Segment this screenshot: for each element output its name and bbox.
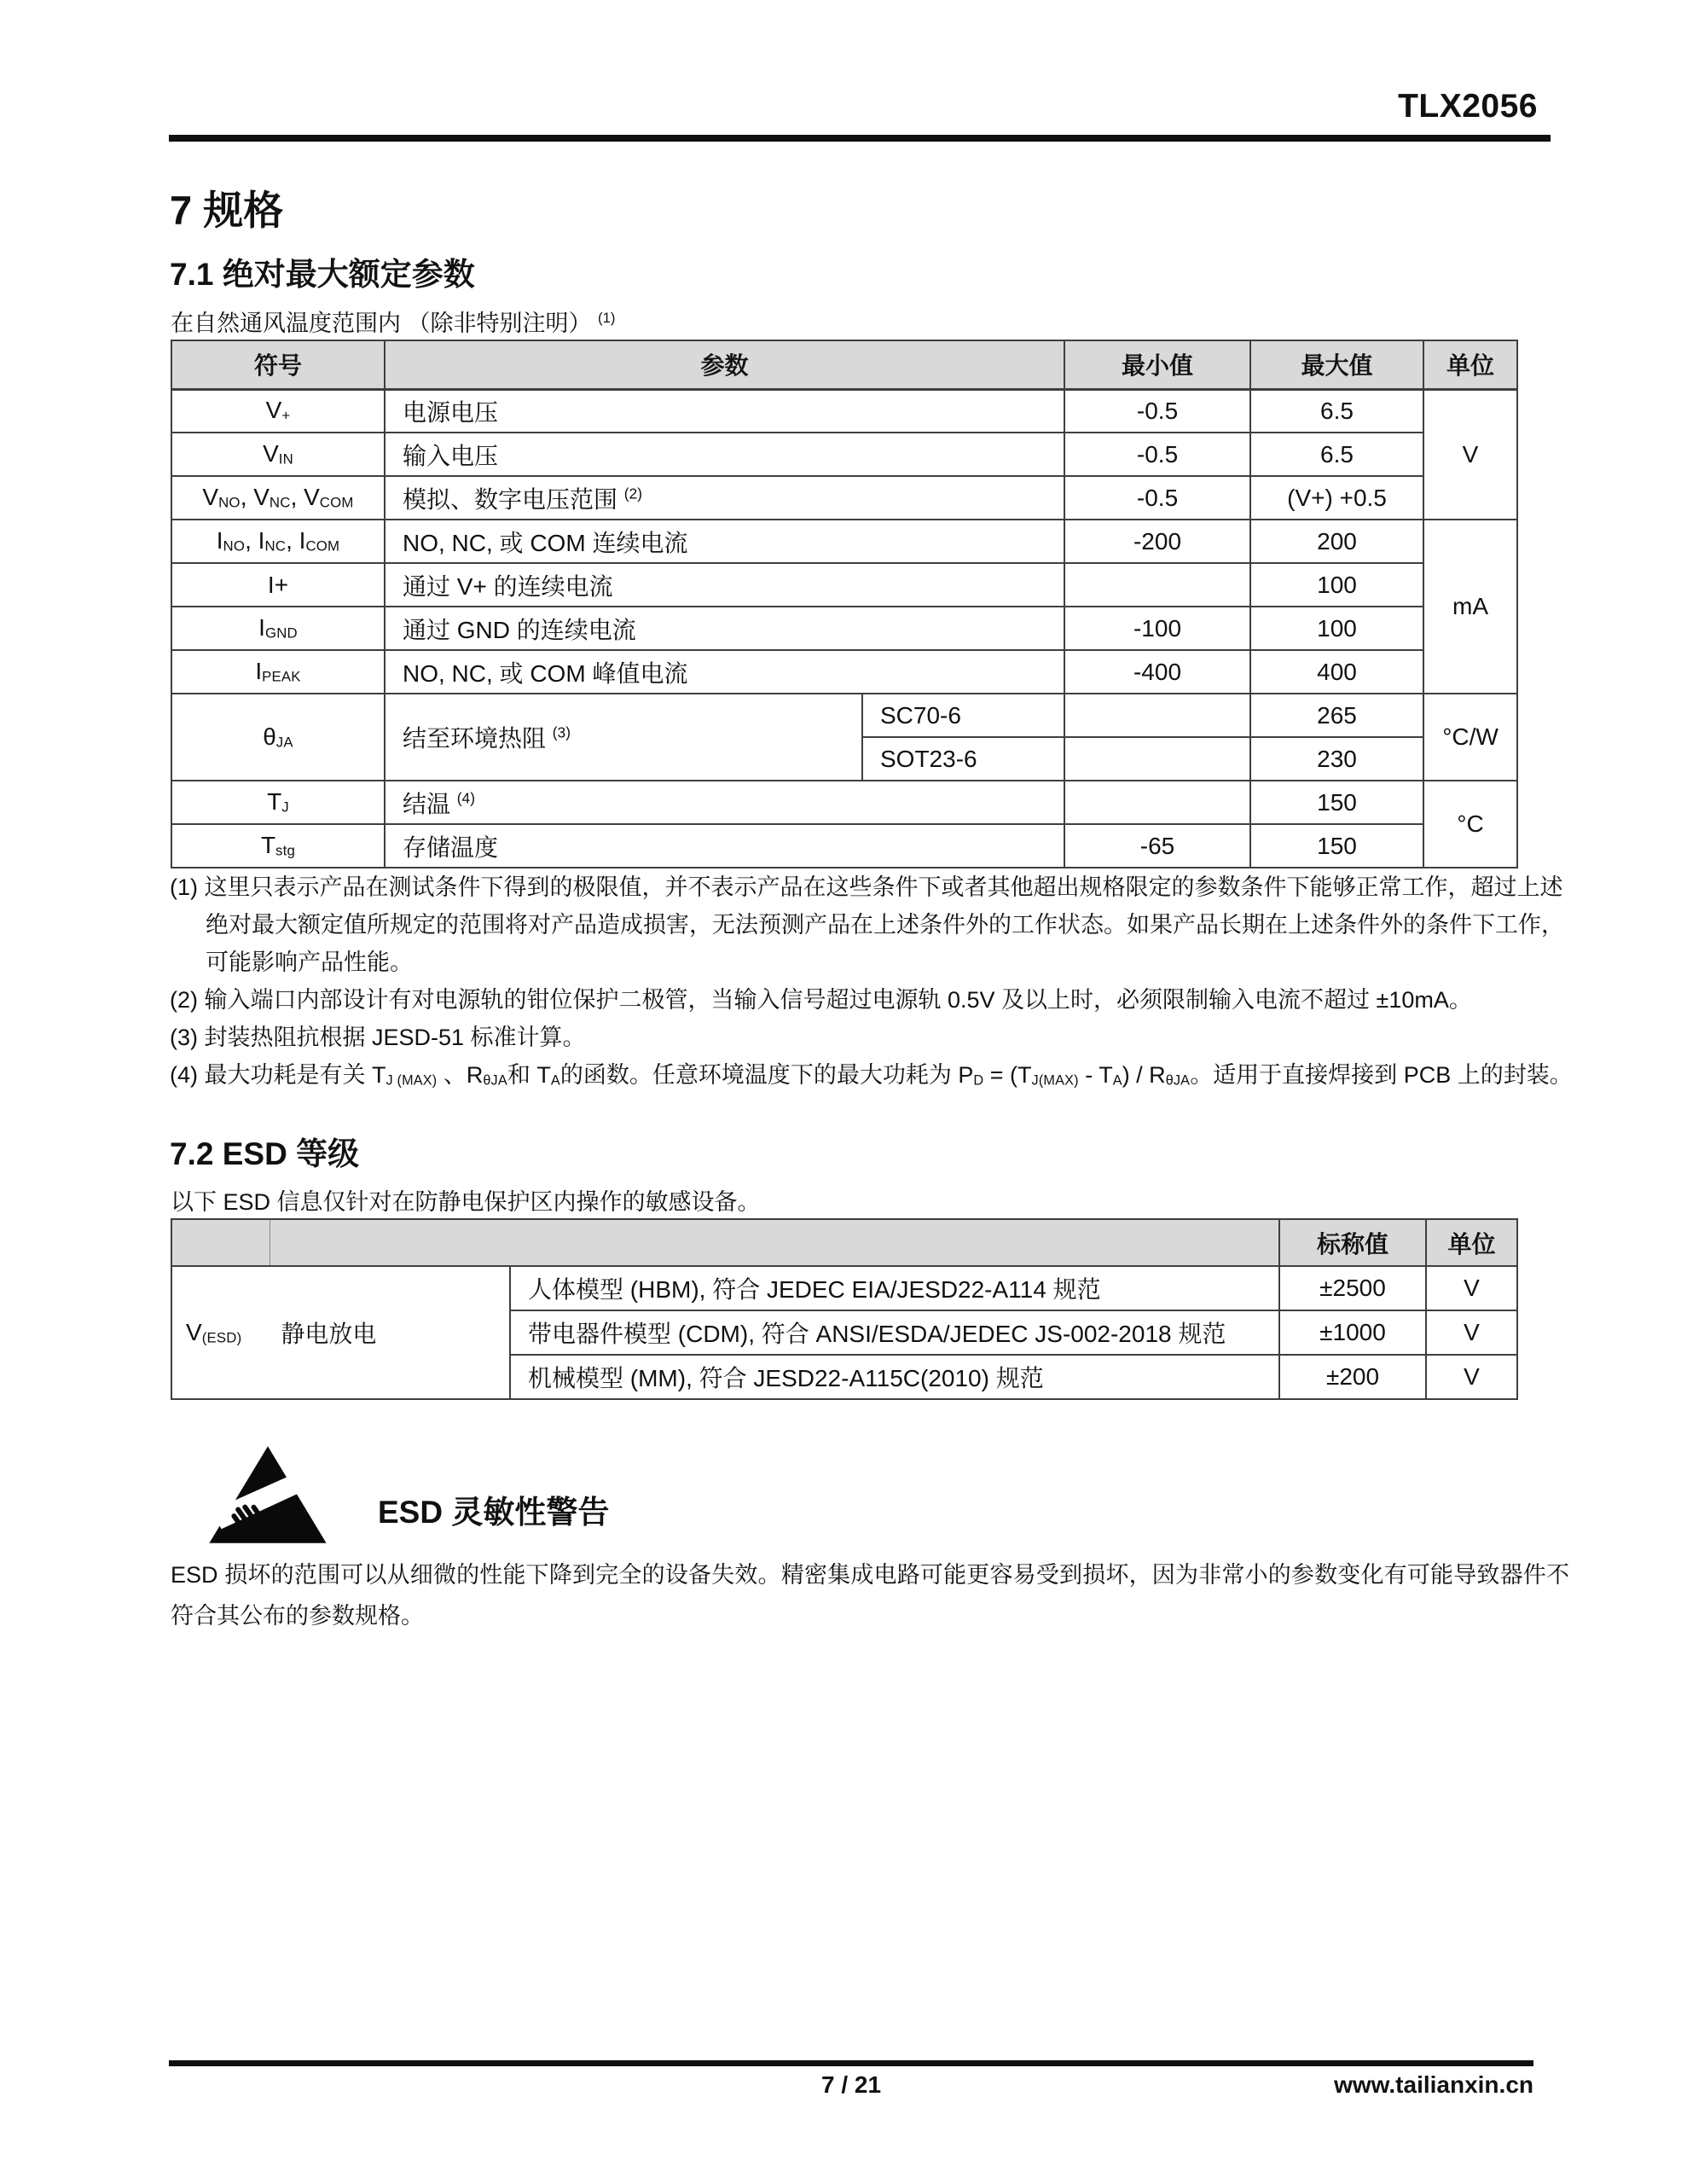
table-row (171, 433, 1517, 476)
footnote-4: (4) 最大功耗是有关 TJ (MAX) 、RθJA和 TA的函数。任意环境温度下的最大功耗为 PD = (TJ(MAX) - TA) / RθJA。适用于直接焊接到 PCB 上的封装。 (170, 1062, 1573, 1089)
header-parameter: 参数 (385, 340, 1064, 389)
esd-header-blank-b (270, 1219, 1279, 1266)
footnote-2: (2) 输入端口内部设计有对电源轨的钳位保护二极管，当输入信号超过电源轨 0.5V 及以上时，必须限制输入电流不超过 ±10mA。 (170, 987, 1472, 1013)
section-7-title: 7 规格 (170, 188, 284, 233)
min-cell: -65 (1064, 824, 1250, 868)
symbol-cell: INO, INC, ICOM (171, 520, 385, 563)
unit-cell: °C/W (1423, 694, 1517, 781)
table-row (171, 389, 1517, 433)
esd-model-cell: 人体模型 (HBM), 符合 JEDEC EIA/JESD22-A114 规范 (510, 1266, 1279, 1310)
parameter-cell: 通过 GND 的连续电流 (385, 607, 1064, 650)
abs-max-table (171, 340, 1518, 868)
parameter-cell: 结温 $^{(4)}$ (385, 781, 1064, 824)
max-cell: 230 (1250, 737, 1423, 781)
package-cell: SC70-6 (862, 694, 1064, 737)
parameter-cell: NO, NC, 或 COM 峰值电流 (385, 650, 1064, 694)
header-max: 最大值 (1250, 340, 1423, 389)
footer-rule (169, 2060, 1533, 2066)
symbol-cell: TJ (171, 781, 385, 824)
min-cell (1064, 563, 1250, 607)
min-cell: -100 (1064, 607, 1250, 650)
parameter-cell: 模拟、数字电压范围 $^{(2)}$ (385, 476, 1064, 520)
esd-nominal-cell: ±200 (1279, 1355, 1426, 1399)
symbol-cell: I+ (171, 563, 385, 607)
symbol-cell: Tstg (171, 824, 385, 868)
table-row (171, 563, 1517, 607)
esd-warning-title: ESD 灵敏性警告 (378, 1495, 610, 1530)
esd-nominal-cell: ±2500 (1279, 1266, 1426, 1310)
esd-header-unit: 单位 (1426, 1219, 1517, 1266)
max-cell: 150 (1250, 824, 1423, 868)
unit-cell: V (1423, 389, 1517, 520)
symbol-cell: V+ (171, 389, 385, 433)
min-cell (1064, 694, 1250, 737)
unit-cell: °C (1423, 781, 1517, 868)
table-row (171, 476, 1517, 520)
parameter-cell: 通过 V+ 的连续电流 (385, 563, 1064, 607)
parameter-cell: 电源电压 (385, 389, 1064, 433)
header-symbol: 符号 (171, 340, 385, 389)
page-number: 7 / 21 (820, 2071, 882, 2098)
table-row (171, 781, 1517, 824)
min-cell: -0.5 (1064, 476, 1250, 520)
footnotes (170, 868, 1573, 1099)
symbol-cell: VIN (171, 433, 385, 476)
esd-intro: 以下 ESD 信息仅针对在防静电保护区内操作的敏感设备。 (171, 1189, 761, 1215)
max-cell: 100 (1250, 563, 1423, 607)
esd-header-row (171, 1219, 1517, 1266)
min-cell: -400 (1064, 650, 1250, 694)
esd-symbol-label: 静电放电 (281, 1321, 377, 1347)
esd-model-cell: 带电器件模型 (CDM), 符合 ANSI/ESDA/JEDEC JS-002-2018 规范 (510, 1310, 1279, 1355)
header-unit: 单位 (1423, 340, 1517, 389)
symbol-cell: θJA (171, 694, 385, 781)
esd-symbol-cell (171, 1266, 510, 1399)
esd-unit-cell: V (1426, 1355, 1517, 1399)
esd-unit-cell: V (1426, 1266, 1517, 1310)
esd-nominal-cell: ±1000 (1279, 1310, 1426, 1355)
footnote-3: (3) 封装热阻抗根据 JESD-51 标准计算。 (170, 1025, 586, 1050)
parameter-cell: 结至环境热阻 $^{(3)}$ (385, 694, 862, 781)
unit-cell: mA (1423, 520, 1517, 694)
symbol-cell: IPEAK (171, 650, 385, 694)
footnote-1-line-3: 可能影响产品性能。 (206, 950, 413, 975)
symbol-cell: VNO, VNC, VCOM (171, 476, 385, 520)
parameter-cell: 输入电压 (385, 433, 1064, 476)
table-row (171, 824, 1517, 868)
min-cell: -0.5 (1064, 433, 1250, 476)
esd-table (171, 1218, 1518, 1400)
esd-damage-paragraph: ESD 损坏的范围可以从细微的性能下降到完全的设备失效。精密集成电路可能更容易受到损坏，因为非常小的参数变化有可能导致器件不符合其公布的参数规格。 (171, 1562, 1569, 1629)
max-cell: 100 (1250, 607, 1423, 650)
esd-unit-cell: V (1426, 1310, 1517, 1355)
max-cell: 400 (1250, 650, 1423, 694)
website-text: www.tailianxin.cn (1334, 2071, 1533, 2098)
max-cell: 6.5 (1250, 433, 1423, 476)
esd-header-blank-a (171, 1219, 270, 1266)
min-cell: -0.5 (1064, 389, 1250, 433)
table-row (171, 520, 1517, 563)
doc-title: TLX2056 (1398, 88, 1538, 125)
min-cell (1064, 737, 1250, 781)
section-7-1-title: 7.1 绝对最大额定参数 (170, 257, 475, 292)
table-row (171, 650, 1517, 694)
esd-triangle-hand-icon (207, 1443, 328, 1546)
footnote-1-line-2: 绝对最大额定值所规定的范围将对产品造成损害，无法预测产品在上述条件外的工作状态。如果产品长期在上述条件外的条件下工作， (206, 912, 1564, 938)
parameter-cell: NO, NC, 或 COM 连续电流 (385, 520, 1064, 563)
header-min: 最小值 (1064, 340, 1250, 389)
section-7-2-title: 7.2 ESD 等级 (170, 1136, 360, 1171)
package-cell: SOT23-6 (862, 737, 1064, 781)
symbol-cell: IGND (171, 607, 385, 650)
header-rule (169, 135, 1551, 142)
max-cell: 200 (1250, 520, 1423, 563)
table-row (171, 607, 1517, 650)
esd-symbol: V(ESD) (186, 1318, 242, 1346)
abs-max-intro: 在自然通风温度范围内 （除非特别注明） $^{(1)}$ (171, 310, 616, 336)
max-cell: 6.5 (1250, 389, 1423, 433)
min-cell (1064, 781, 1250, 824)
esd-row (171, 1266, 1517, 1310)
max-cell: 265 (1250, 694, 1423, 737)
min-cell: -200 (1064, 520, 1250, 563)
parameter-cell: 存储温度 (385, 824, 1064, 868)
table-header-row (171, 340, 1517, 389)
table-row (171, 694, 1517, 737)
esd-model-cell: 机械模型 (MM), 符合 JESD22-A115C(2010) 规范 (510, 1355, 1279, 1399)
max-cell: (V+) +0.5 (1250, 476, 1423, 520)
footnote-1-line-1: (1) 这里只表示产品在测试条件下得到的极限值，并不表示产品在这些条件下或者其他超出规格限定的参数条件下能够正常工作，超过上述 (170, 874, 1563, 900)
max-cell: 150 (1250, 781, 1423, 824)
esd-header-nominal: 标称值 (1279, 1219, 1426, 1266)
